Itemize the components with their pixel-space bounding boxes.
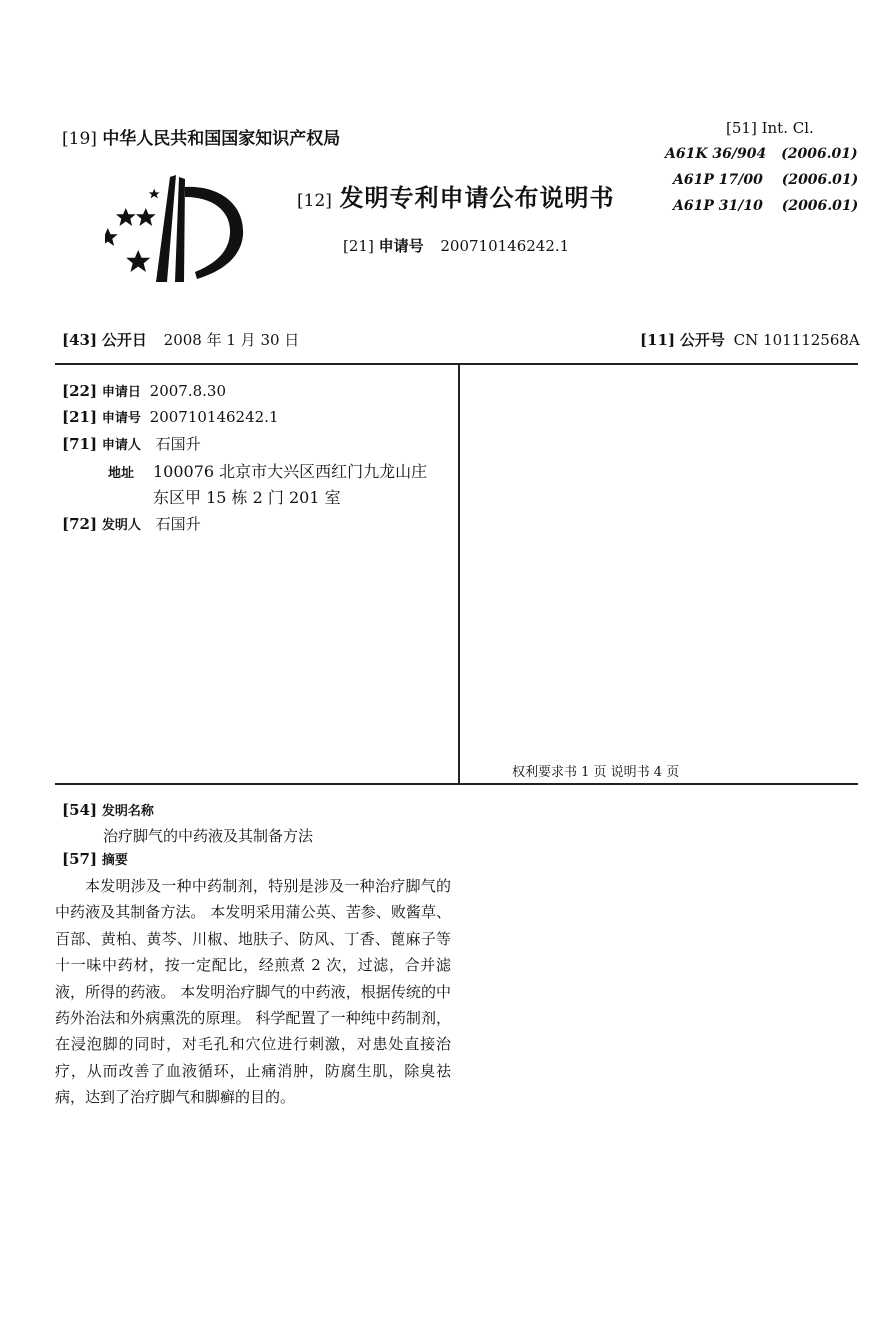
address-line-2: 东区甲 15 栋 2 门 201 室 [153,488,341,507]
app-no-value: 200710146242.1 [149,408,279,426]
title-label: 发明名称 [101,804,154,819]
app-number-row [62,407,279,426]
bottom-divider [55,783,858,785]
doc-code: [12] [297,191,332,211]
inventor-code: [72] [62,515,98,533]
ipc-heading [726,119,814,137]
pub-date-value: 2008 年 1 月 30 日 [163,331,300,349]
ipc-entry-code: A61P 31/10 [673,198,763,214]
publication-date [62,329,299,350]
pub-date-code: [43] [62,331,98,349]
title-code: [54] [62,801,98,819]
inventor-value: 石国升 [155,515,201,533]
pub-date-label: 公开日 [101,331,147,349]
invention-title-heading [62,800,154,819]
pub-no-label: 公开号 [679,331,725,349]
filing-date-row [62,381,226,400]
pages-note: 权利要求书 1 页 说明书 4 页 [512,765,680,780]
office-name: 中华人民共和国国家知识产权局 [102,129,341,149]
header-app-number [343,235,569,256]
doc-title-block [297,178,615,213]
ipc-entry [665,146,858,162]
applicant-row [62,433,201,454]
abstract-text: 本发明涉及一种中药制剂，特别是涉及一种治疗脚气的中药液及其制备方法。 本发明采用蒲公英、苦参、败酱草、百部、黄柏、黄芩、川椒、地肤子、防风、丁香、蓖麻子等十一味中药材，按一定配比，经煎煮 2 次，过滤，合并滤液，所得的药液。 本发明治疗脚气的中药液，根据传统的中药外治法和外病熏洗的原理。 科学配置了一种纯中药制剂，在浸泡脚的同时，对毛孔和穴位进行刺激，对患处直接治疗，从而改善了血液循环，止痛消肿，防腐生肌，除臭祛病，达到了治疗脚气和脚癣的目的。 [55,877,451,1107]
filing-date-code: [22] [62,382,98,400]
office-header [62,124,340,149]
ipc-code: [51] [726,119,757,137]
invention-title: 治疗脚气的中药液及其制备方法 [103,827,314,845]
inventor-row [62,513,201,534]
inventor-label: 发明人 [101,518,141,533]
ipc-entry-date: (2006.01) [781,172,859,188]
applicant-label: 申请人 [101,438,141,453]
abstract-heading [62,849,128,868]
ipc-entry-date: (2006.01) [781,146,858,162]
column-divider [458,364,460,784]
ipc-entry [673,198,858,214]
header-app-no-value: 200710146242.1 [440,237,570,255]
ipc-entry [673,172,858,188]
filing-date-label: 申请日 [101,385,141,400]
sipo-logo-icon [105,175,250,287]
office-code: [19] [62,129,97,149]
address-line-1: 100076 北京市大兴区西红门九龙山庄 [153,462,428,481]
applicant-code: [71] [62,435,98,453]
abstract-label: 摘要 [101,853,128,868]
ipc-label: Int. Cl. [761,119,814,137]
header-app-no-code: [21] [343,237,374,255]
ipc-entry-code: A61P 17/00 [673,172,763,188]
publication-number [640,329,860,350]
doc-title: 发明专利申请公布说明书 [339,184,615,212]
header-app-no-label: 申请号 [378,237,424,255]
abstract-code: [57] [62,850,98,868]
ipc-entry-code: A61K 36/904 [665,146,767,162]
filing-date-value: 2007.8.30 [149,382,226,400]
top-divider [55,363,858,365]
pub-no-code: [11] [640,331,676,349]
ipc-entry-date: (2006.01) [781,198,859,214]
pub-no-value: CN 101112568A [733,331,860,349]
app-no-label: 申请号 [101,411,141,426]
app-no-code: [21] [62,408,98,426]
address-label: 地址 [108,466,135,481]
applicant-value: 石国升 [155,435,201,453]
